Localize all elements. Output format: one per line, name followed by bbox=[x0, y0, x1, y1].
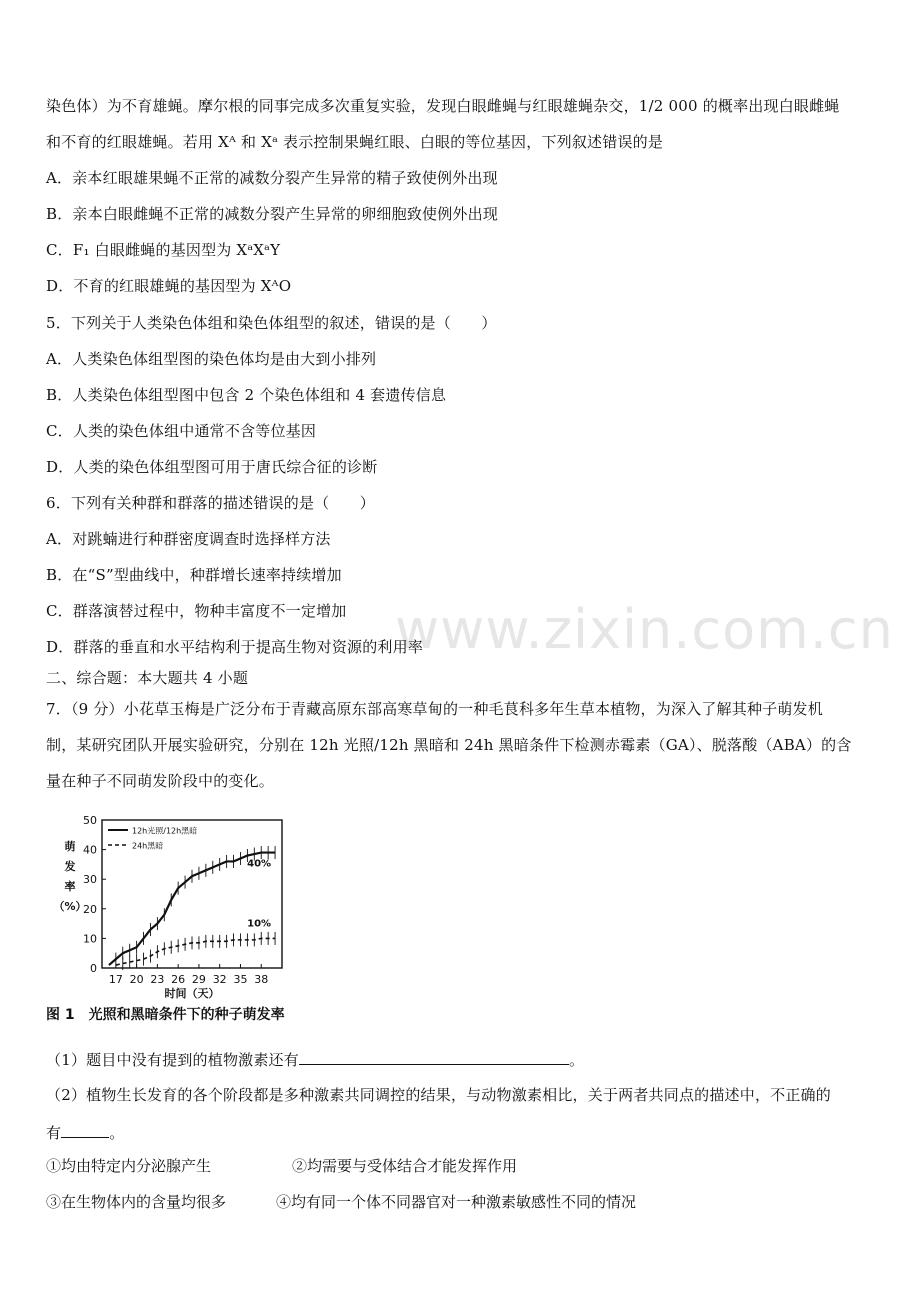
y-tick-label: 50 bbox=[83, 814, 97, 827]
y-tick-label: 30 bbox=[83, 873, 97, 887]
series-end-label-2: 10% bbox=[247, 918, 272, 930]
q4-option-d: D．不育的红眼雄蝇的基因型为 XᴬO bbox=[46, 277, 292, 295]
y-tick-label: 0 bbox=[90, 962, 97, 975]
q7-sub1 bbox=[46, 1048, 584, 1071]
series-end-label-1: 40% bbox=[247, 858, 272, 870]
section-heading: 二、综合题：本大题共 4 小题 bbox=[46, 669, 249, 687]
q6-option-b: B．在“S”型曲线中，种群增长速率持续增加 bbox=[46, 566, 342, 584]
x-tick-label: 32 bbox=[212, 973, 227, 986]
q7-sub2-end: 。 bbox=[109, 1124, 125, 1142]
y-axis-label: 萌 bbox=[64, 840, 76, 853]
q7-sub1-end: 。 bbox=[568, 1051, 585, 1069]
q4-option-c: C．F₁ 白眼雌蝇的基因型为 XᵃXᵃY bbox=[46, 241, 281, 259]
q4-stem-line2: 和不育的红眼雄蝇。若用 Xᴬ 和 Xᵃ 表示控制果蝇红眼、白眼的等位基因，下列叙述错误的是 bbox=[46, 133, 664, 151]
germination-chart bbox=[53, 808, 300, 1004]
q7-option-1: ①均由特定内分泌腺产生 bbox=[46, 1157, 212, 1175]
y-tick-label: 10 bbox=[83, 932, 97, 946]
q7-sub2-line1: （2）植物生长发育的各个阶段都是多种激素共同调控的结果，与动物激素相比，关于两者共同点的描述中，不正确的 bbox=[46, 1086, 831, 1104]
q4-option-b: B．亲本白眼雌蝇不正常的减数分裂产生异常的卵细胞致使例外出现 bbox=[46, 205, 499, 223]
q7-option-2: ②均需要与受体结合才能发挥作用 bbox=[292, 1157, 518, 1175]
y-tick-label: 20 bbox=[83, 902, 97, 916]
y-axis-label: （%） bbox=[53, 900, 87, 913]
x-tick-label: 17 bbox=[108, 973, 123, 986]
legend-label-2: 24h黑暗 bbox=[132, 841, 164, 851]
figure-caption: 图 1 光照和黑暗条件下的种子萌发率 bbox=[46, 1007, 285, 1023]
q5-option-b: B．人类染色体组型图中包含 2 个染色体组和 4 套遗传信息 bbox=[46, 386, 447, 404]
q7-stem-line2: 制，某研究团队开展实验研究，分别在 12h 光照/12h 黑暗和 24h 黑暗条件下检测赤霉素（GA）、脱落酸（ABA）的含 bbox=[46, 736, 852, 754]
y-tick-label: 40 bbox=[83, 843, 97, 857]
x-tick-label: 38 bbox=[254, 973, 269, 986]
q7-option-4: ④均有同一个体不同器官对一种激素敏感性不同的情况 bbox=[276, 1193, 637, 1211]
q4-stem-line1: 染色体）为不育雄蝇。摩尔根的同事完成多次重复实验，发现白眼雌蝇与红眼雄蝇杂交，1/2 000 的概率出现白眼雌蝇 bbox=[46, 97, 840, 115]
q6-option-a: A．对跳蝻进行种群密度调查时选择样方法 bbox=[46, 530, 331, 548]
q7-sub1-blank[interactable] bbox=[299, 1048, 569, 1065]
q7-stem-line3: 量在种子不同萌发阶段中的变化。 bbox=[46, 772, 275, 790]
q7-sub2-line2 bbox=[46, 1121, 124, 1144]
q5-option-d: D．人类的染色体组型图可用于唐氏综合征的诊断 bbox=[46, 458, 378, 476]
x-tick-label: 26 bbox=[171, 973, 186, 986]
q7-sub1-text: （1）题目中没有提到的植物激素还有 bbox=[46, 1051, 299, 1069]
q7-stem-line1: 7．（9 分）小花草玉梅是广泛分布于青藏高原东部高寒草甸的一种毛茛科多年生草本植物，为深入了解其种子萌发机 bbox=[46, 700, 823, 718]
q5-stem: 5．下列关于人类染色体组和染色体组型的叙述，错误的是（ ） bbox=[46, 314, 497, 332]
x-tick-label: 20 bbox=[129, 973, 144, 986]
y-axis-label: 发 bbox=[64, 860, 76, 873]
watermark: www.zixin.com.cn bbox=[395, 598, 894, 661]
q7-sub2-blank[interactable] bbox=[61, 1121, 109, 1138]
q5-option-c: C．人类的染色体组中通常不含等位基因 bbox=[46, 422, 317, 440]
x-tick-label: 35 bbox=[233, 973, 248, 986]
legend-label-1: 12h光照/12h黑暗 bbox=[132, 826, 198, 836]
q5-option-a: A．人类染色体组型图的染色体均是由大到小排列 bbox=[46, 350, 377, 368]
x-tick-label: 29 bbox=[191, 973, 206, 986]
y-axis-label: 率 bbox=[64, 880, 76, 893]
x-axis-label: 时间（天） bbox=[164, 987, 220, 1000]
x-tick-label: 23 bbox=[150, 973, 165, 986]
q7-sub2-text: 有 bbox=[46, 1124, 62, 1142]
q6-stem: 6．下列有关种群和群落的描述错误的是（ ） bbox=[46, 494, 375, 512]
q6-option-c: C．群落演替过程中，物种丰富度不一定增加 bbox=[46, 602, 347, 620]
q4-option-a: A．亲本红眼雄果蝇不正常的减数分裂产生异常的精子致使例外出现 bbox=[46, 169, 498, 187]
q6-option-d: D．群落的垂直和水平结构利于提高生物对资源的利用率 bbox=[46, 638, 424, 656]
q7-option-3: ③在生物体内的含量均很多 bbox=[46, 1193, 227, 1211]
